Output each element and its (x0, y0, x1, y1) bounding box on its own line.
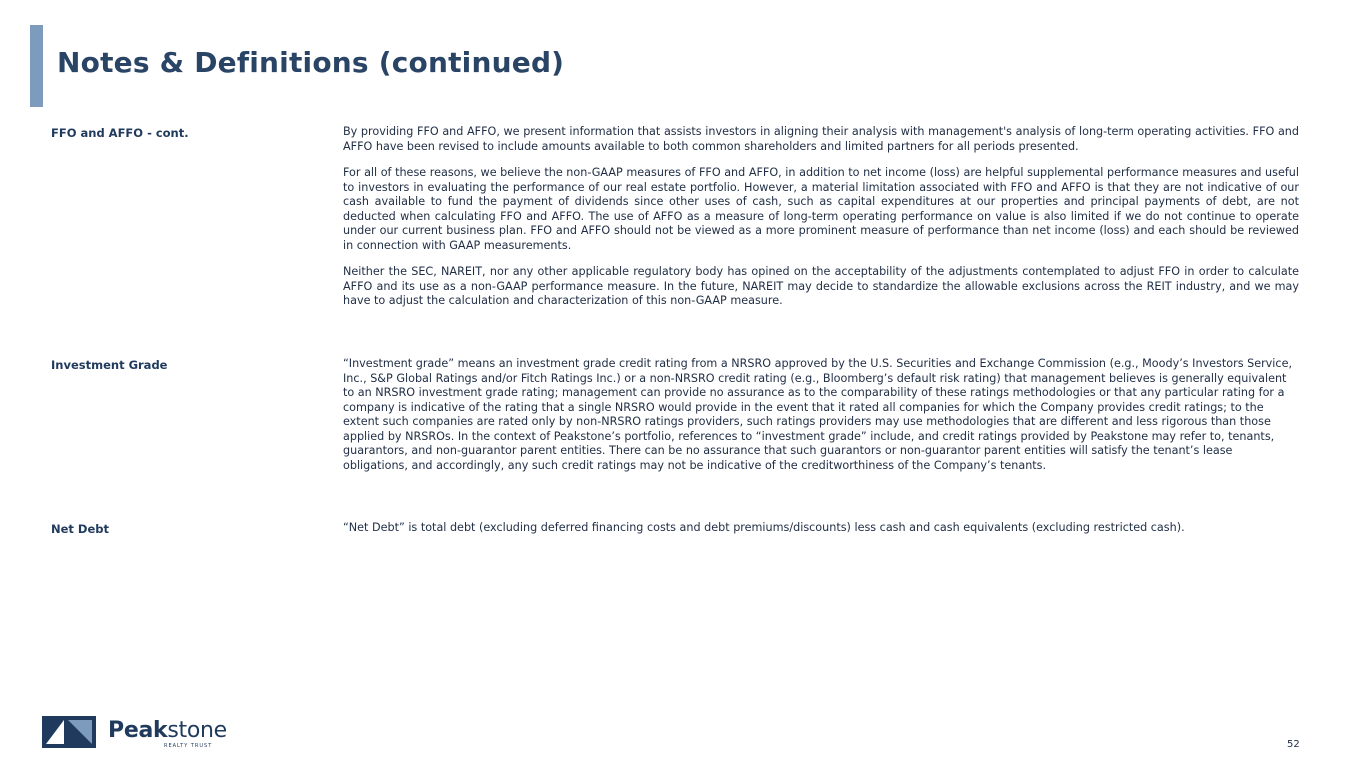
section-body (343, 357, 1299, 485)
section-label: FFO and AFFO - cont. (51, 126, 189, 140)
title-accent-bar (30, 25, 43, 107)
page-title: Notes & Definitions (continued) (57, 46, 565, 79)
paragraph: For all of these reasons, we believe the non-GAAP measures of FFO and AFFO, in addition to net income (loss) are helpful supplemental performance measures and useful to investors in evaluating the performance of our real estate portfolio. However, a material limitation associated with FFO and AFFO is that they are not indicative of our cash available to fund the payment of dividends since other uses of cash, such as capital expenditures at our properties and principal payments of debt, are not deducted when calculating FFO and AFFO. The use of AFFO as a measure of long-term operating performance on value is also limited if we do not continue to operate under our current business plan. FFO and AFFO should not be viewed as a more prominent measure of performance than net income (loss) and each should be reviewed in connection with GAAP measurements. (343, 166, 1299, 252)
paragraph: “Net Debt” is total debt (excluding deferred financing costs and debt premiums/discounts) less cash and cash equivalents (excluding restricted cash). (343, 521, 1185, 534)
logo-name-regular: stone (167, 718, 227, 743)
peakstone-logo (42, 716, 227, 750)
section-body (343, 125, 1299, 321)
paragraph: “Investment grade” means an investment grade credit rating from a NRSRO approved by the U.S. Securities and Exchange Commission (e.g., Moody’s Investors Service, Inc., S&P Global Ratings and/or Fitch Ratings Inc.) or a non-NRSRO credit rating (e.g., Bloomberg’s default risk rating) that management believes is generally equivalent to an NRSRO investment grade rating; management can provide no assurance as to the comparability of these ratings methodologies or that any particular rating for a company is indicative of the rating that a single NRSRO would provide in the event that it rated all companies for which the Company provides credit ratings; to the extent such companies are rated only by non-NRSRO ratings providers, such ratings providers may use methodologies that are different and less rigorous than those applied by NRSROs. In the context of Peakstone’s portfolio, references to “investment grade” include, and credit ratings provided by Peakstone may refer to, tenants, guarantors, and non-guarantor parent entities. There can be no assurance that such guarantors or non-guarantor parent entities will satisfy the tenant’s lease obligations, and accordingly, any such credit ratings may not be indicative of the creditworthiness of the Company’s tenants. (343, 357, 1293, 472)
logo-wordmark (108, 718, 227, 743)
logo-name-bold: Peak (108, 718, 168, 743)
section-body (343, 521, 1299, 548)
section-label: Investment Grade (51, 358, 168, 372)
logo-subtitle: REALTY TRUST (164, 743, 213, 749)
paragraph: By providing FFO and AFFO, we present information that assists investors in aligning their analysis with management's analysis of long-term operating activities. FFO and AFFO have been revised to include amounts available to both common shareholders and limited partners for all periods presented. (343, 125, 1299, 153)
page-number: 52 (1287, 739, 1300, 750)
paragraph: Neither the SEC, NAREIT, nor any other applicable regulatory body has opined on the acceptability of the adjustments contemplated to adjust FFO in order to calculate AFFO and its use as a non-GAAP performance measure. In the future, NAREIT may decide to standardize the allowable exclusions across the REIT industry, and we may have to adjust the calculation and characterization of this non-GAAP measure. (343, 265, 1299, 307)
mountain-logo-icon (42, 716, 96, 748)
section-label: Net Debt (51, 522, 109, 536)
